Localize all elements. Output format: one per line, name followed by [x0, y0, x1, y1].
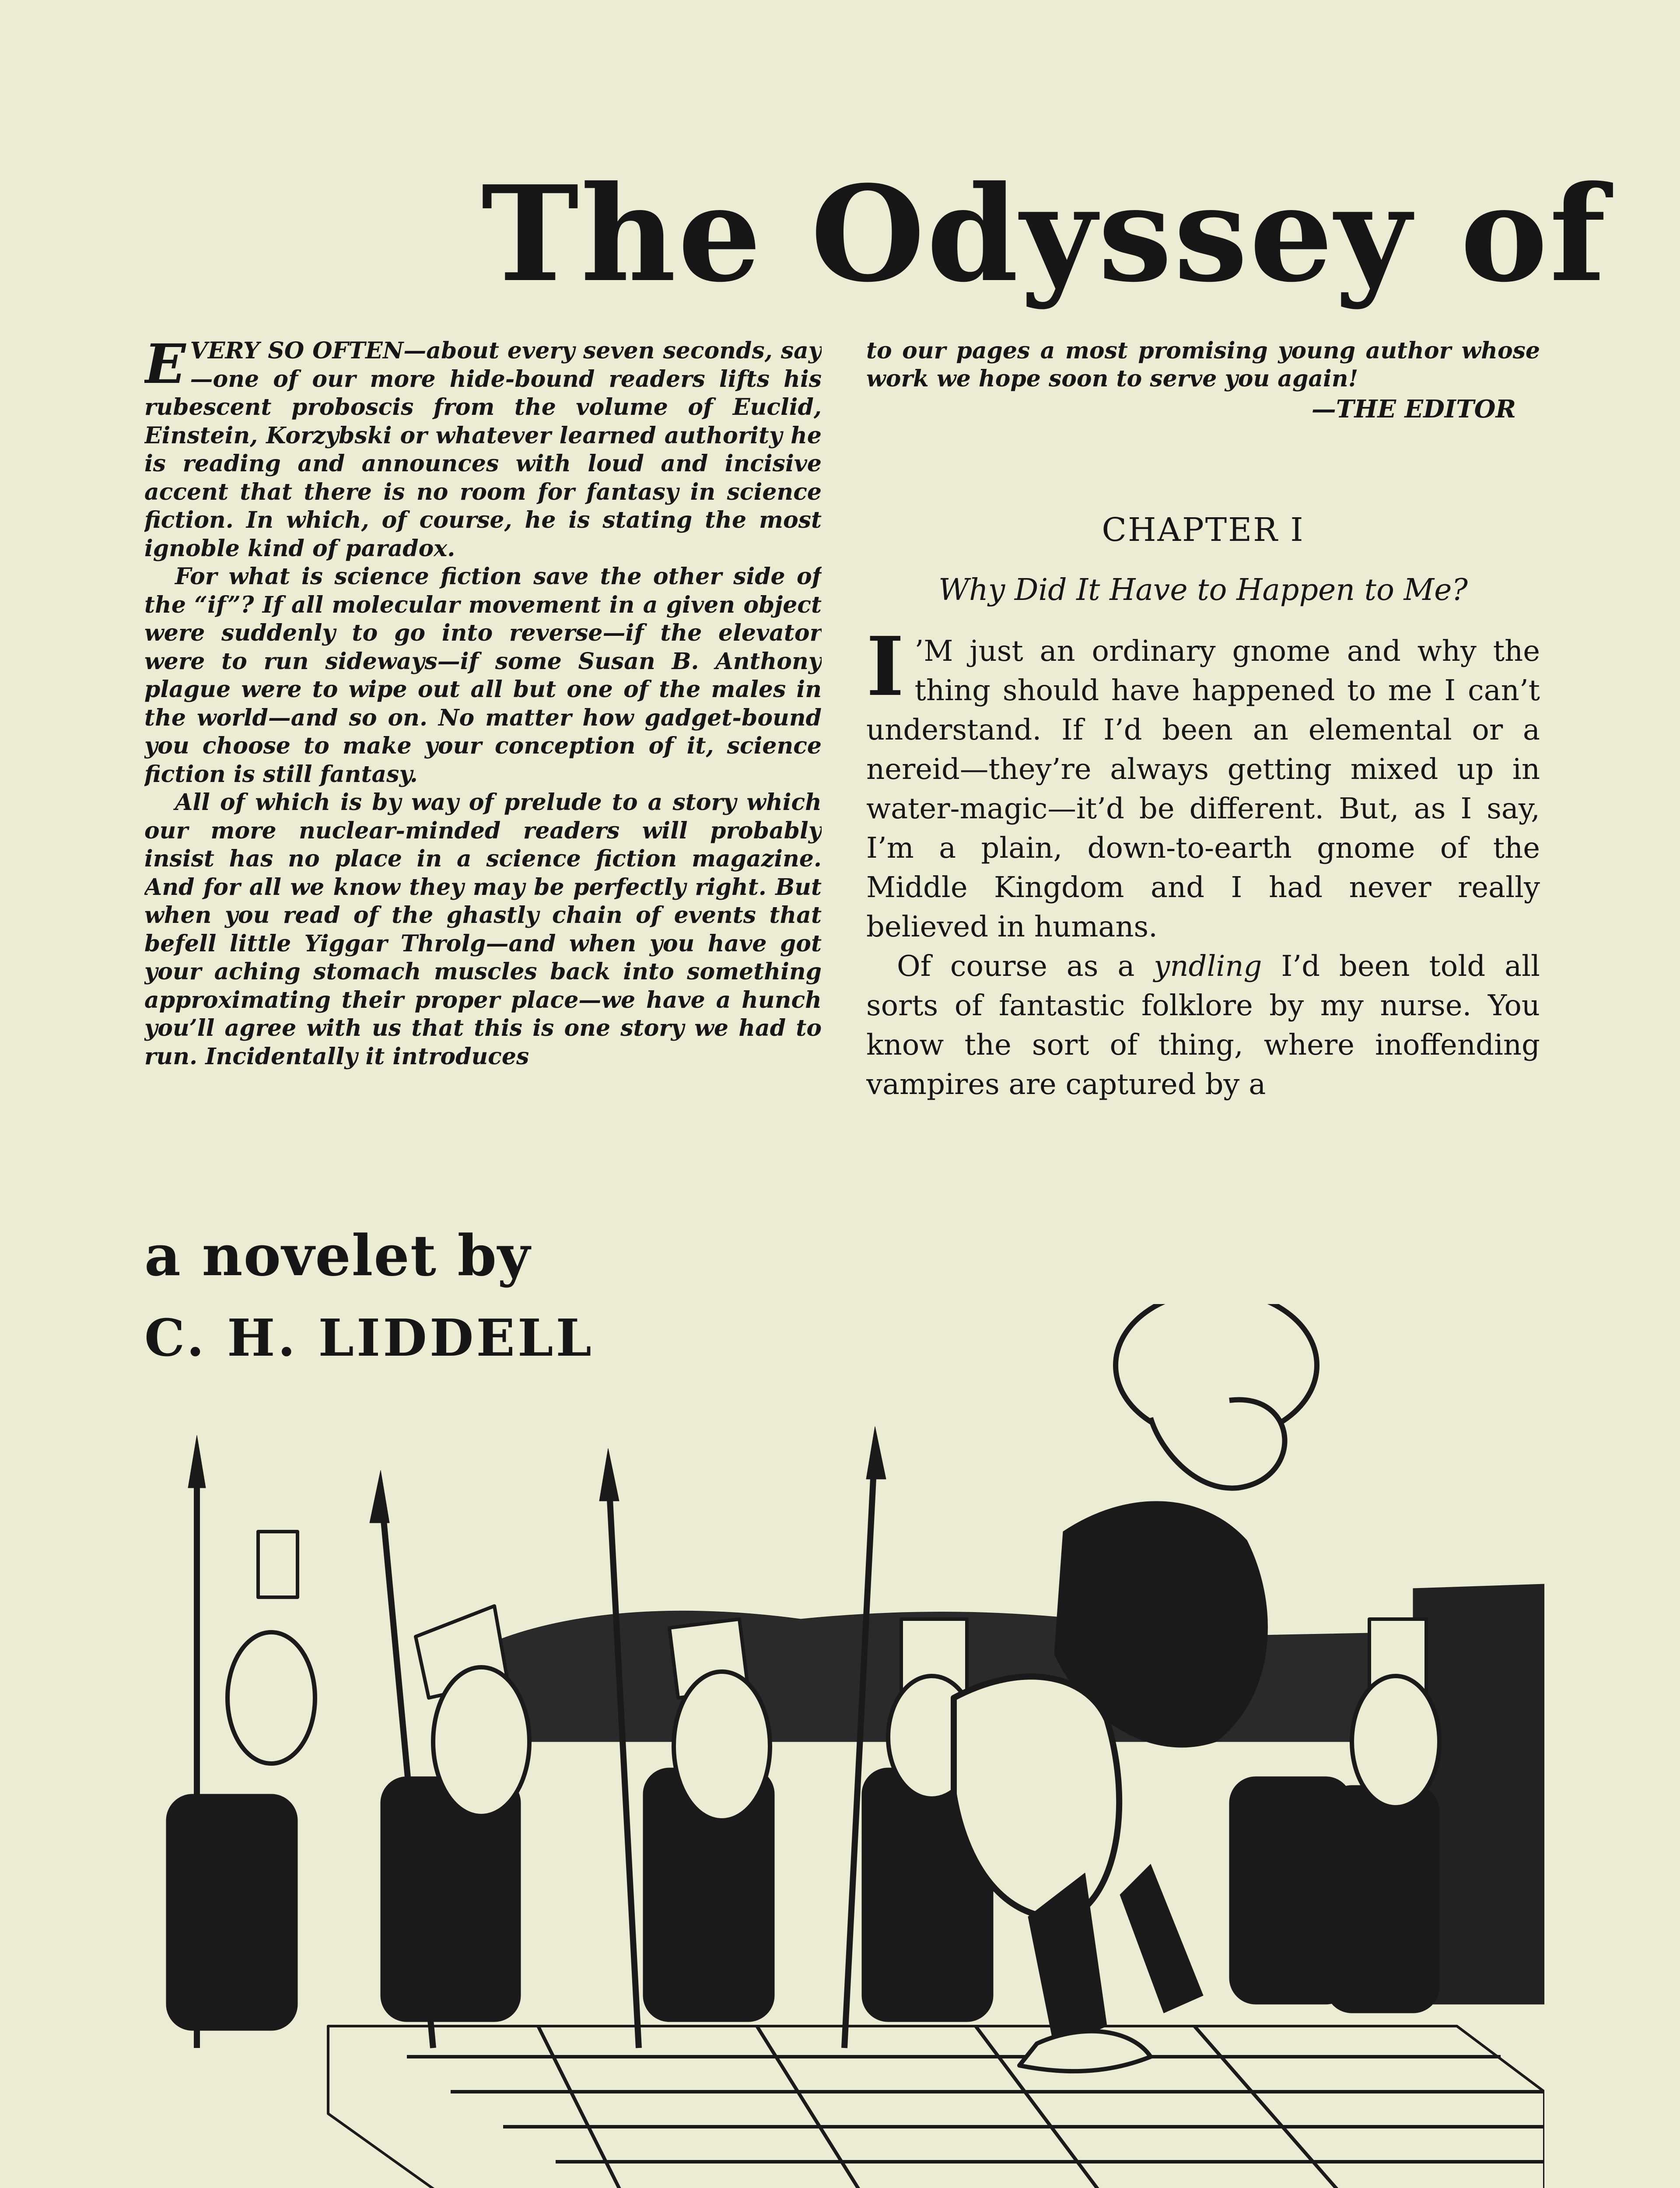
- intro-paragraph-1-text: —about every seven seconds, say—one of our more hide-bound readers lifts his rubescent proboscis from the volume of Euclid, Einstein, Korzybski or whatever learned authority he is reading and announces with loud and incisive accent that there is no room for fantasy in science fiction. In which, of course, he is stating the most ignoble kind of paradox.: [144, 337, 822, 562]
- story-paragraph-2-end: I’d been told all sorts of fantastic folklore by my nurse. You know the sort of thing, where inoffending vampires are captured by a: [866, 950, 1540, 1101]
- story-paragraph-1-text: ’M just an ordinary gnome and why the thing should have happened to me I can’t understand. If I’d been an elemental or a nereid—they’re always getting mixed up in water-magic—it’d be different. But, as I say, I’m a plain, down-to-earth gnome of the Middle Kingdom and I had never really believed in humans.: [866, 635, 1540, 943]
- author-name: C. H. LIDDELL: [144, 1308, 594, 1368]
- story-italic-word: yndling: [1154, 950, 1262, 983]
- story-dropcap: I: [866, 631, 904, 714]
- story-paragraph-1: [866, 631, 1540, 947]
- chapter-heading: CHAPTER I: [1102, 511, 1305, 549]
- story-text: [866, 631, 1540, 1196]
- story-paragraph-2: [866, 947, 1540, 1104]
- story-paragraph-2-start: Of course as a: [897, 950, 1154, 983]
- intro-paragraph: [144, 337, 822, 563]
- gnome-guards-illustration: [144, 1304, 1544, 2188]
- intro-paragraph-2: For what is science fiction save the other side of the “if”? If all molecular movement in a given object were suddenly to go into reverse—if the elevator were to run sideways—if some Susan B. Anthony plague were to wipe out all but one of the males in the world—and so on. No matter how gadget-bound you choose to make your conception of it, science fiction is still fantasy.: [144, 563, 822, 788]
- intro-lead-in: VERY SO OFTEN: [190, 337, 404, 364]
- intro-paragraph-3: All of which is by way of prelude to a story which our more nuclear-minded readers will probably insist has no place in a science fiction magazine. And for all we know they may be perfectly right. But when you read of the ghastly chain of events that befell little Yiggar Throlg—and when you have got your aching stomach muscles back into something approximating their proper place—we have a hunch you’ll agree with us that this is one story we had to run. Incidentally it introduces: [144, 789, 822, 1070]
- editorial-intro: [144, 337, 822, 1164]
- story-title: The Odyssey of: [481, 157, 1608, 311]
- right-column: [866, 337, 1540, 1196]
- intro-continuation: to our pages a most promising young author whose work we hope soon to serve you again!: [866, 337, 1540, 392]
- chapter-subtitle: Why Did It Have to Happen to Me?: [938, 573, 1468, 607]
- editor-signature: —THE EDITOR: [1311, 395, 1516, 424]
- intro-dropcap: E: [144, 337, 186, 396]
- byline-label: a novelet by: [144, 1223, 531, 1289]
